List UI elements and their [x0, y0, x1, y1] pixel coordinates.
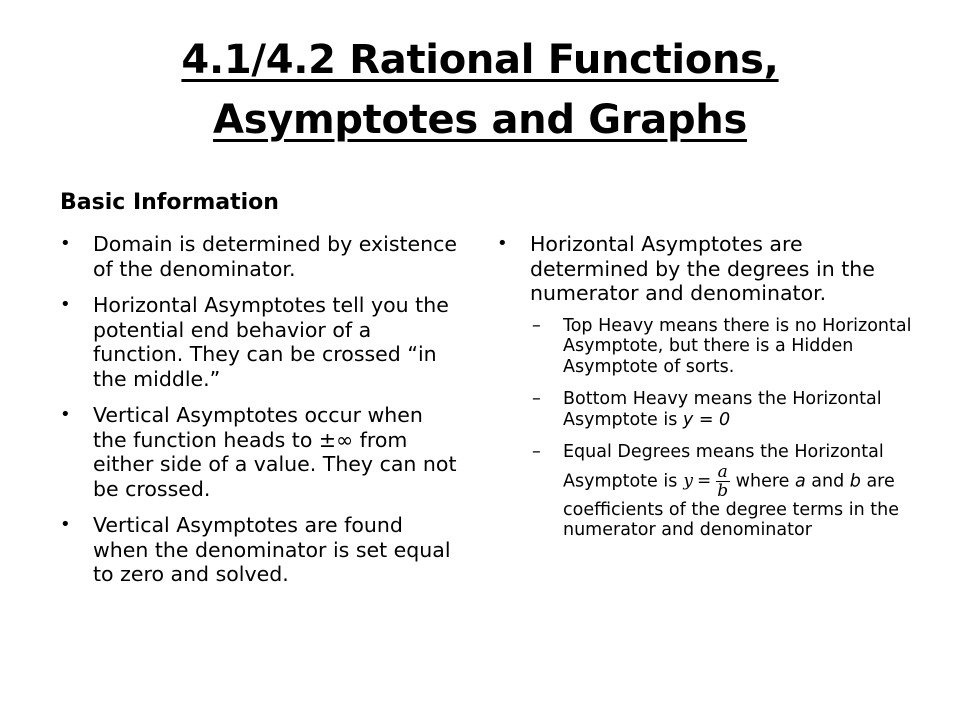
formula-lhs: y — [683, 470, 693, 491]
sub-list — [530, 316, 917, 541]
sub-item-equal-degrees — [518, 442, 917, 541]
sub-item-bottom-heavy — [518, 389, 917, 430]
list-item — [497, 232, 917, 541]
bullet-text: Horizontal Asymptotes tell you the potential end behavior of a function. They can be crossed “in the middle.” — [93, 293, 449, 391]
sub-item-text: Equal Degrees means the Horizontal Asymptote is — [563, 442, 884, 491]
list-item — [60, 232, 460, 281]
bullet-icon: • — [60, 404, 71, 425]
bullet-text: Domain is determined by existence of the denominator. — [93, 232, 458, 281]
bullet-icon: • — [60, 514, 71, 535]
slide-title — [0, 30, 960, 150]
title-line-2: Asymptotes and Graphs — [213, 97, 747, 143]
var-b: b — [849, 471, 861, 491]
sub-item-text: Top Heavy means there is no Horizontal Asymptote, but there is a Hidden Asymptote of sorts. — [563, 315, 912, 377]
var-a: a — [794, 471, 806, 491]
title-line-1: 4.1/4.2 Rational Functions, — [181, 37, 779, 83]
fraction-stack — [715, 463, 730, 500]
sub-item-text: Bottom Heavy means the Horizontal Asymptote is — [563, 389, 882, 430]
list-item — [60, 513, 460, 587]
bullet-text: Vertical Asymptotes are found when the denominator is set equal to zero and solved. — [93, 513, 451, 586]
right-bullet-list — [497, 232, 917, 553]
fraction-denominator: b — [717, 480, 729, 501]
dash-icon: – — [532, 389, 541, 409]
bullet-text: Horizontal Asymptotes are determined by the degrees in the numerator and denominator. — [530, 232, 875, 305]
equation-y-zero: y = 0 — [682, 409, 731, 430]
bullet-icon: • — [497, 233, 508, 254]
dash-icon: – — [532, 442, 541, 462]
bullet-icon: • — [60, 233, 71, 254]
fraction-formula — [683, 463, 730, 500]
sub-item-text-cont: and — [805, 471, 850, 491]
left-bullet-list — [60, 232, 460, 599]
sub-item-top-heavy — [518, 316, 917, 378]
list-item — [60, 293, 460, 391]
sub-item-text-cont: where — [735, 471, 795, 491]
list-item — [60, 403, 460, 501]
sub-item-text-cont: are coefficients of the degree terms in the numerator and denominator — [563, 471, 899, 540]
dash-icon: – — [532, 315, 541, 336]
formula-equals: = — [696, 470, 712, 491]
fraction-numerator: a — [717, 461, 728, 482]
bullet-text: Vertical Asymptotes occur when the function heads to ±∞ from either side of a value. They can not be crossed. — [93, 403, 457, 501]
bullet-icon: • — [60, 294, 71, 315]
section-heading: Basic Information — [60, 190, 279, 215]
